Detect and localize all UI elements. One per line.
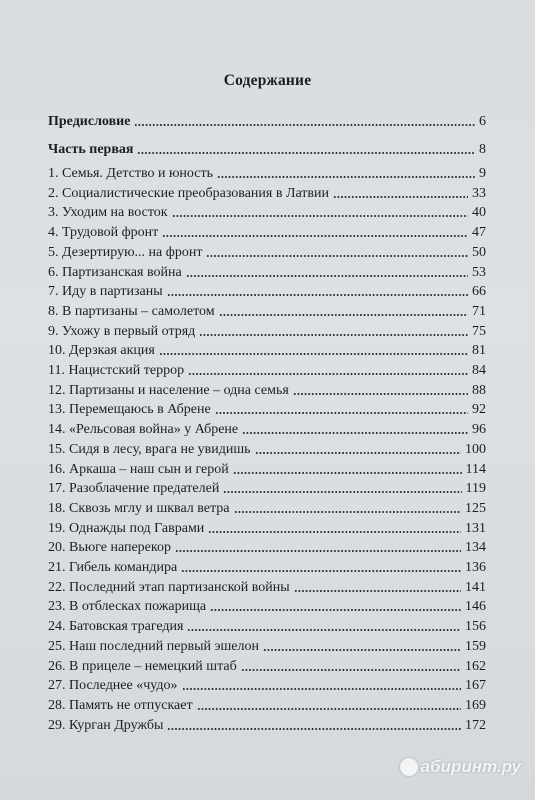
dot-leader <box>208 531 461 533</box>
dot-leader <box>217 176 475 178</box>
toc-page-number: 162 <box>465 658 486 674</box>
watermark <box>400 756 521 778</box>
toc-entry-label: 12. Партизаны и население – одна семья <box>48 382 289 398</box>
toc-page-number: 125 <box>465 500 486 516</box>
dot-leader <box>159 353 468 355</box>
toc-entry-label: 28. Память не отпускает <box>48 697 193 713</box>
toc-page-number: 156 <box>465 619 486 635</box>
dot-leader <box>242 432 468 434</box>
toc-page-number: 75 <box>472 323 486 339</box>
toc-page-number: 84 <box>472 363 486 378</box>
toc-entry-row <box>0 243 535 263</box>
toc-entry-label: 14. «Рельсовая война» у Абрене <box>48 422 239 438</box>
toc-section-row <box>0 112 535 132</box>
toc-entry-label: 4. Трудовой фронт <box>48 225 159 241</box>
dot-leader <box>186 275 468 277</box>
toc-entry-label: 6. Партизанская война <box>48 264 182 280</box>
toc-entry-label: 2. Социалистические преобразования в Латвии <box>48 185 330 201</box>
dot-leader <box>215 412 468 414</box>
dot-leader <box>181 570 461 572</box>
toc-entry-label: 7. Иду в партизаны <box>48 284 163 300</box>
dot-leader <box>182 688 461 690</box>
watermark-text: абиринт.ру <box>420 757 521 776</box>
toc-page-number: 167 <box>465 678 486 694</box>
toc-entry-label: Часть первая <box>48 142 134 157</box>
toc-page-number: 8 <box>479 142 486 157</box>
page-title: Содержание <box>223 72 312 89</box>
toc-entry-row <box>0 223 535 243</box>
dot-leader <box>188 373 468 375</box>
toc-entry-label: 11. Нацистский террор <box>48 363 185 378</box>
toc-entry-row <box>0 578 535 598</box>
toc-entry-row <box>0 322 535 342</box>
toc-entry-row <box>0 381 535 401</box>
toc-page-number: 66 <box>472 284 486 300</box>
toc-page-number: 119 <box>465 481 486 497</box>
toc-page-number: 40 <box>472 205 486 221</box>
dot-leader <box>162 235 468 237</box>
toc-entry-row <box>0 716 535 736</box>
toc-page-number: 81 <box>472 343 486 359</box>
dot-leader <box>206 255 468 257</box>
dot-leader <box>167 728 461 730</box>
toc-page-number: 88 <box>472 382 486 398</box>
toc-page-number: 114 <box>465 461 486 477</box>
dot-leader <box>233 472 462 474</box>
toc-entry-row <box>0 440 535 460</box>
toc-page-number: 50 <box>472 244 486 260</box>
toc-page-number: 53 <box>472 264 486 280</box>
dot-leader <box>134 124 475 126</box>
toc-page-number: 9 <box>479 166 486 181</box>
toc-entry-label: Предисловие <box>48 114 131 129</box>
toc-page-number: 146 <box>465 599 486 615</box>
toc-entry-label: 13. Перемещаюсь в Абрене <box>48 402 211 418</box>
toc-entry-label: 15. Сидя в лесу, врага не увидишь <box>48 441 251 457</box>
toc-entry-row <box>0 676 535 696</box>
toc-page-number: 141 <box>465 579 486 595</box>
labirint-logo-icon <box>400 758 418 776</box>
toc-entry-label: 20. Вьюге наперекор <box>48 540 171 556</box>
dot-leader <box>263 649 461 651</box>
dot-leader <box>241 669 461 671</box>
dot-leader <box>172 215 468 217</box>
toc-entry-row <box>0 203 535 223</box>
toc-entry-row <box>0 302 535 322</box>
toc-entry-row <box>0 420 535 440</box>
toc-entry-row <box>0 519 535 539</box>
dot-leader <box>175 550 461 552</box>
toc-entry-label: 5. Дезертирую... на фронт <box>48 244 203 260</box>
dot-leader <box>223 491 462 493</box>
toc-page-number: 134 <box>465 540 486 556</box>
toc-page-number: 131 <box>465 520 486 536</box>
dot-leader <box>294 590 461 592</box>
dot-leader <box>187 629 461 631</box>
toc-entry-label: 17. Разоблачение предателей <box>48 481 220 497</box>
dot-leader <box>167 294 468 296</box>
toc-entry-label: 27. Последнее «чудо» <box>48 678 178 694</box>
toc-entry-label: 25. Наш последний первый эшелон <box>48 638 259 654</box>
toc-page-number: 47 <box>472 225 486 241</box>
toc-entry-label: 19. Однажды под Гаврами <box>48 520 205 536</box>
dot-leader <box>137 152 475 154</box>
toc-page-number: 159 <box>465 638 486 654</box>
toc-entry-row <box>0 361 535 381</box>
toc-entry-label: 29. Курган Дружбы <box>48 717 164 733</box>
toc-page-number: 92 <box>472 402 486 418</box>
dot-leader <box>234 511 461 513</box>
toc-entry-row <box>0 538 535 558</box>
toc-entry-row <box>0 400 535 420</box>
toc-entry-label: 22. Последний этап партизанской войны <box>48 579 290 595</box>
toc-page-number: 71 <box>472 303 486 319</box>
toc-entry-row <box>0 282 535 302</box>
toc-entry-row <box>0 657 535 677</box>
toc-section-row <box>0 140 535 160</box>
toc-entry-row <box>0 696 535 716</box>
toc-entry-label: 16. Аркаша – наш сын и герой <box>48 461 229 477</box>
toc-entry-label: 21. Гибель командира <box>48 560 178 575</box>
toc-entry-label: 24. Батовская трагедия <box>48 619 184 635</box>
toc-entry-row <box>0 479 535 499</box>
toc-entry-label: 1. Семья. Детство и юность <box>48 166 213 181</box>
dot-leader <box>197 708 461 710</box>
toc-entry-label: 8. В партизаны – самолетом <box>48 303 215 319</box>
toc-page-number: 172 <box>465 717 486 733</box>
dot-leader <box>199 334 468 336</box>
toc-entry-label: 18. Сквозь мглу и шквал ветра <box>48 500 230 516</box>
toc-entry-row <box>0 263 535 283</box>
toc-entry-row <box>0 499 535 519</box>
toc-entry-label: 10. Дерзкая акция <box>48 343 155 359</box>
dot-leader <box>210 609 461 611</box>
toc-entry-row <box>0 460 535 480</box>
toc-entry-row <box>0 558 535 578</box>
toc-page-number: 136 <box>465 560 486 575</box>
toc-entry-row <box>0 184 535 204</box>
dot-leader <box>219 314 468 316</box>
dot-leader <box>333 196 468 198</box>
toc-page-number: 96 <box>472 422 486 438</box>
toc-entry-row <box>0 341 535 361</box>
toc-entry-label: 23. В отблесках пожарища <box>48 599 207 615</box>
toc-page-number: 6 <box>479 114 486 129</box>
toc-page-number: 169 <box>465 697 486 713</box>
toc-entry-label: 26. В прицеле – немецкий штаб <box>48 658 237 674</box>
dot-leader <box>255 452 461 454</box>
toc-entry-row <box>0 617 535 637</box>
toc-entry-label: 9. Ухожу в первый отряд <box>48 323 196 339</box>
toc-page-number: 33 <box>472 185 486 201</box>
toc-entry-label: 3. Уходим на восток <box>48 205 168 221</box>
toc-entry-row <box>0 597 535 617</box>
toc-entry-row <box>0 164 535 184</box>
dot-leader <box>293 393 468 395</box>
toc-page-number: 100 <box>465 441 486 457</box>
toc-entry-row <box>0 637 535 657</box>
